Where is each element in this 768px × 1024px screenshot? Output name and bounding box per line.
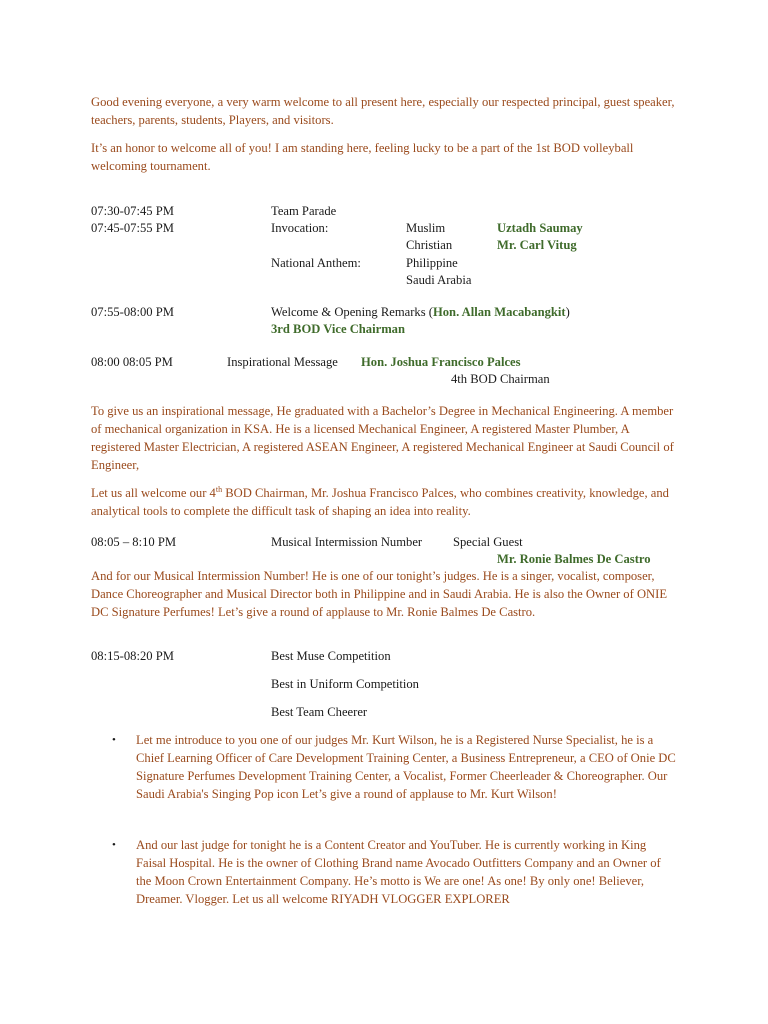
schedule-time-1: 07:30-07:45 PM <box>91 204 174 218</box>
schedule-time-2: 07:45-07:55 PM <box>91 221 174 235</box>
schedule-time-4: 07:55-08:00 PM <box>91 305 174 319</box>
invocation-muslim-label: Muslim <box>406 221 446 235</box>
special-guest-name: Mr. Ronie Balmes De Castro <box>497 552 651 566</box>
schedule-event-5: Inspirational Message <box>227 355 338 369</box>
invocation-christian-label: Christian <box>406 238 453 252</box>
inspirational-paragraph-2 <box>91 484 681 520</box>
schedule-event-2: Invocation: <box>271 221 329 235</box>
competitions-time: 08:15-08:20 PM <box>91 649 174 663</box>
anthem-saudi-arabia: Saudi Arabia <box>406 273 472 287</box>
inspirational-p2-start: Let us all welcome our 4 <box>91 486 216 500</box>
schedule-time-5: 08:00 08:05 PM <box>91 355 173 369</box>
invocation-christian-name: Mr. Carl Vitug <box>497 238 577 252</box>
judge-bullet-1: Let me introduce to you one of our judges Mr. Kurt Wilson, he is a Registered Nurse Specialist, he is a Chief Learning Officer of Care Development Training Center, a Business Entrepreneur, a CEO of Onie DC Signature Perfumes Development Training Center, a Vocalist, Former Cheerleader & Choreographer. Our Saudi Arabia's Singing Pop icon Let’s give a round of applause to Mr. Kurt Wilson! <box>136 733 676 801</box>
musical-paragraph: And for our Musical Intermission Number! He is one of our tonight’s judges. He is a singer, vocalist, composer, Dance Choreographer and Musical Director both in Philippine and in Saudi Arabia. He is also the Owner of ONIE DC Signature Perfumes! Let’s give a round of applause to Mr. Ronie Balmes De Castro. <box>91 569 668 619</box>
competition-best-muse: Best Muse Competition <box>271 649 391 663</box>
inspirational-speaker-name: Hon. Joshua Francisco Palces <box>361 355 521 369</box>
judge-bullet-2: And our last judge for tonight he is a Content Creator and YouTuber. He is currently working in King Faisal Hospital. He is the owner of Clothing Brand name Avocado Outfitters Company and an Owner of the Moon Crown Entertainment Company. He’s motto is We are one! As one! By only one! Believer, Dreamer. Vlogger. Let us all welcome RIYADH VLOGGER EXPLORER <box>136 838 661 906</box>
inspirational-p2-rest: BOD Chairman, Mr. Joshua Francisco Palces, who combines creativity, knowledge, and analytical tools to complete the difficult task of shaping an idea into reality. <box>91 486 669 518</box>
welcome-speaker-name: Hon. Allan Macabangkit <box>432 305 566 319</box>
bullet-marker: • <box>112 839 116 851</box>
schedule-event-4 <box>271 303 570 321</box>
anthem-philippine: Philippine <box>406 256 458 270</box>
special-guest-label: Special Guest <box>453 535 523 549</box>
intro-paragraph-2: It’s an honor to welcome all of you! I am standing here, feeling lucky to be a part of the 1st BOD volleyball welcoming tournament. <box>91 141 634 173</box>
welcome-remarks-label: Welcome & Opening Remarks ( <box>271 305 433 319</box>
welcome-speaker-title: 3rd BOD Vice Chairman <box>271 322 405 336</box>
intro-paragraph-1: Good evening everyone, a very warm welcome to all present here, especially our respected principal, guest speaker, teachers, parents, students, Players, and visitors. <box>91 95 675 127</box>
musical-event: Musical Intermission Number <box>271 535 423 549</box>
inspirational-speaker-title: 4th BOD Chairman <box>451 372 550 386</box>
competition-best-uniform: Best in Uniform Competition <box>271 677 419 691</box>
competition-best-cheerer: Best Team Cheerer <box>271 705 368 719</box>
ordinal-suffix: th <box>215 484 223 494</box>
welcome-remarks-close: ) <box>565 305 570 319</box>
invocation-muslim-name: Uztadh Saumay <box>497 221 583 235</box>
musical-time: 08:05 – 8:10 PM <box>91 535 177 549</box>
schedule-event-3: National Anthem: <box>271 256 361 270</box>
schedule-event-1: Team Parade <box>271 204 337 218</box>
bullet-marker: • <box>112 734 116 746</box>
inspirational-paragraph-1: To give us an inspirational message, He graduated with a Bachelor’s Degree in Mechanical Engineering. A member of mechanical organization in KSA. He is a licensed Mechanical Engineer, A registered Master Plumber, A registered Master Electrician, A registered ASEAN Engineer, A registered Mechanical Engineer at Saudi Council of Engineer, <box>91 404 674 472</box>
